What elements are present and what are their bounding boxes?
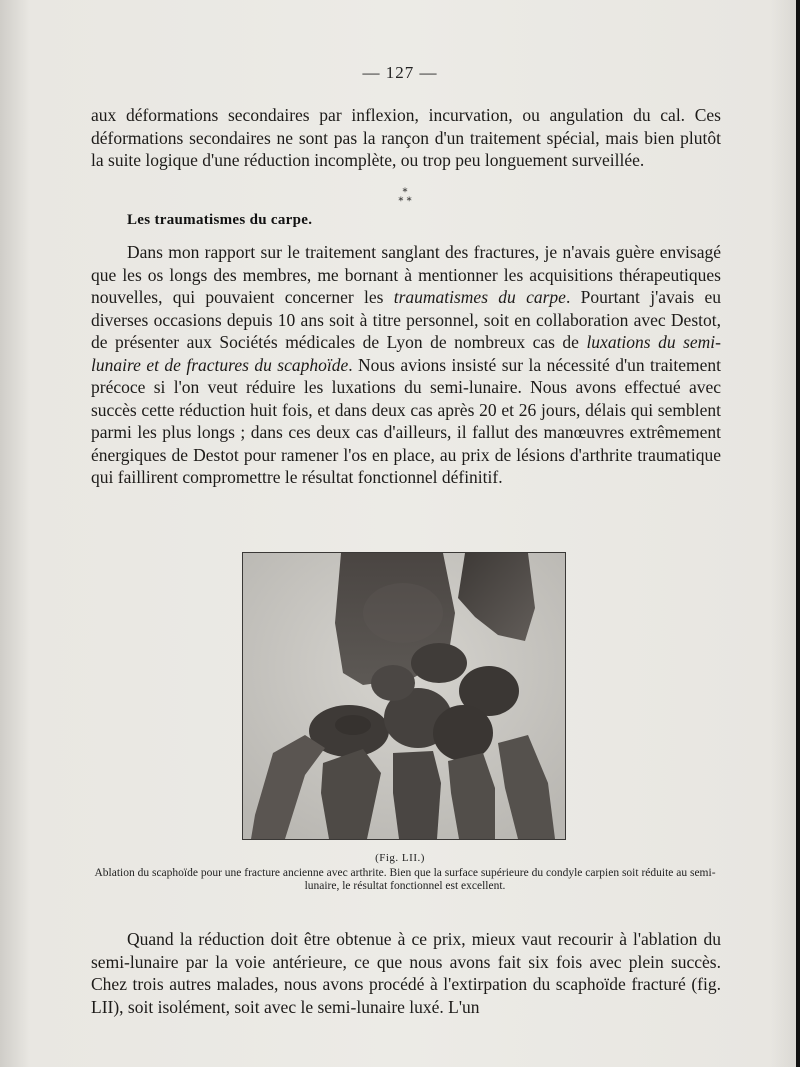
scan-edge — [796, 0, 800, 1067]
xray-image — [243, 553, 565, 839]
paragraph-continuation: aux déformations secondaires par inflexion, incurvation, ou angulation du cal. Ces déformations secondaires ne sont pas la rançon d'un traitement spécial, mais bien plutôt la suite logique d'une réduction incomplète, ou trop peu longuement surveillée. — [91, 105, 721, 170]
xray-figure — [242, 552, 566, 840]
italic-term: luxations du semi-lunaire et de fractures du scaphoïde — [91, 332, 721, 375]
paragraph-text: Quand la réduction doit être obtenue à ce prix, mieux vaut recourir à l'ablation du semi-lunaire par la voie antérieure, ce que nous avons fait six fois avec plein succès. Chez trois autres malades, nous avons procédé à l'extirpation du scaphoïde fracturé (fig. LII), soit isolément, soit avec le semi-lunaire luxé. L'un — [91, 929, 721, 1017]
paragraph-carpal-trauma — [91, 241, 721, 489]
paragraph-text: . Nous avions insisté sur la nécessité d'un traitement précoce si l'on veut réduire les luxations du semi-lunaire. Nous avons effectué avec succès cette réduction huit fois, et dans deux cas après 20 et 26 jours, délais qui semblent parmi les plus longs ; dans ces deux cas d'ailleurs, il fallut des manœuvres extrêmement énergiques de Destot pour ramener l'os en place, au prix de lésions d'arthrite traumatique qui faillirent compromettre le résultat fonctionnel définitif. — [91, 354, 721, 487]
page-number: — 127 — — [362, 63, 438, 82]
section-heading: Les traumatismes du carpe. — [127, 212, 313, 228]
asterism-divider — [390, 188, 420, 206]
figure-caption: Ablation du scaphoïde pour une fracture ancienne avec arthrite. Bien que la surface supérieure du condyle carpien soit réduite au semi-lunaire, le résultat fonctionnel est excellent. — [94, 867, 716, 892]
paragraph-ablation — [91, 928, 721, 1018]
paragraph-text: . Pourtant j'avais eu diverses occasions depuis 10 ans soit à titre personnel, soit en collaboration avec Destot, de présenter aux Sociétés médicales de Lyon de nombreux cas de — [91, 287, 722, 352]
paragraph-text: Dans mon rapport sur le traitement sanglant des fractures, je n'avais guère envisagé que les os longs des membres, me bornant à mentionner les acquisitions thérapeutiques nouvelles, qui pouvaient concerner les — [91, 242, 721, 307]
figure-label: (Fig. LII.) — [375, 852, 425, 864]
italic-term: traumatismes du carpe — [393, 287, 566, 307]
asterism-top: * — [402, 187, 408, 198]
asterism-bottom: * * — [398, 196, 412, 207]
